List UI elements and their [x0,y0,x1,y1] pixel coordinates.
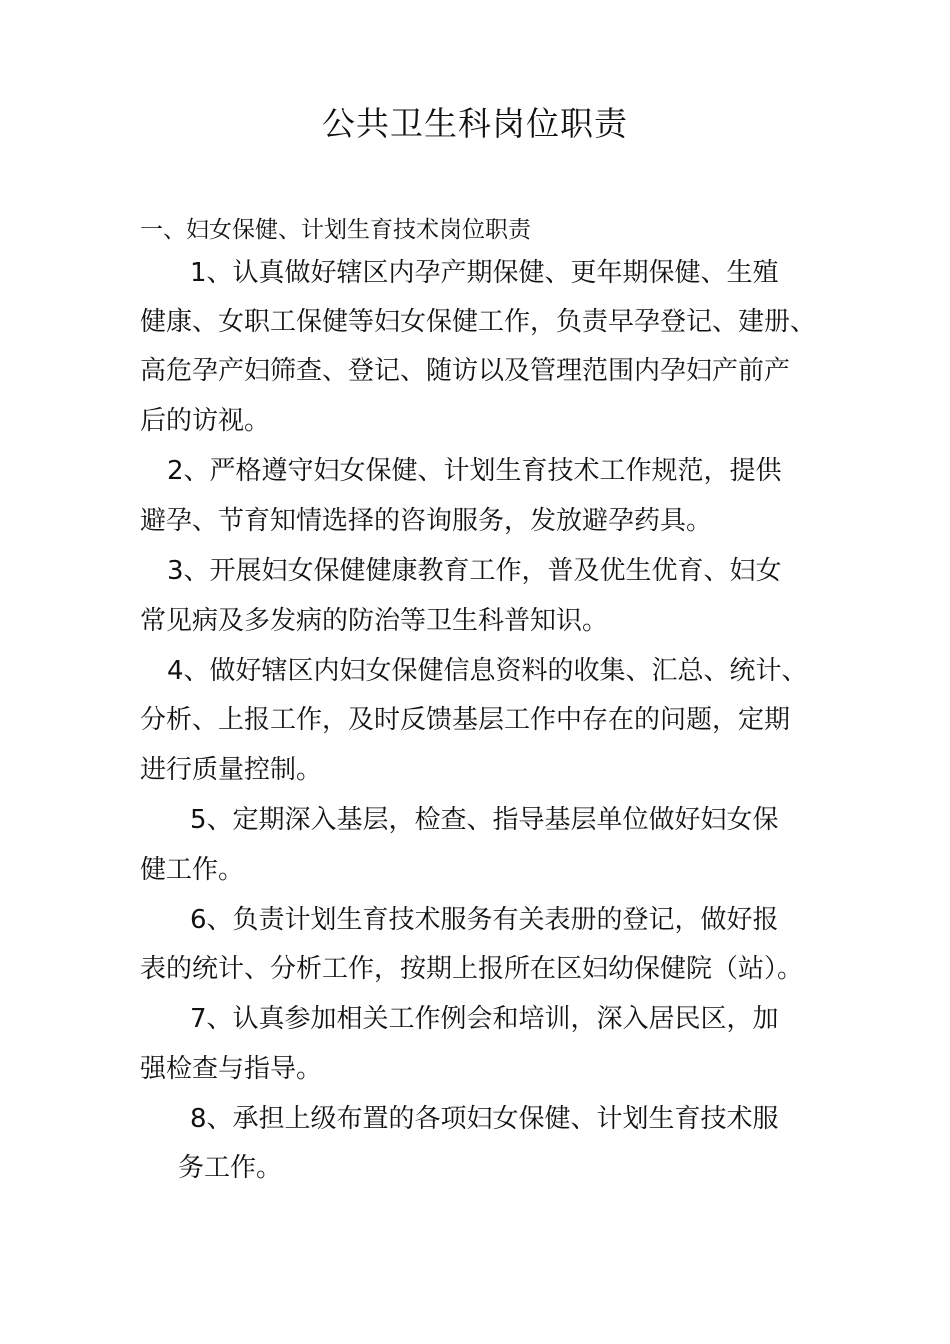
paragraph-line: 7、认真参加相关工作例会和培训，深入居民区，加 [190,1004,779,1034]
paragraph-line: 3、开展妇女保健健康教育工作，普及优生优育、妇女 [167,556,782,586]
paragraph-line: 常见病及多发病的防治等卫生科普知识。 [140,606,609,636]
paragraph-line: 表的统计、分析工作，按期上报所在区妇幼保健院（站）。 [140,954,804,984]
paragraph-line: 进行质量控制。 [140,755,323,785]
paragraph-line: 务工作。 [178,1153,283,1183]
paragraph-line: 强检查与指导。 [140,1054,323,1084]
paragraph-line: 2、严格遵守妇女保健、计划生育技术工作规范，提供 [167,456,782,486]
paragraph-line: 后的访视。 [140,406,271,436]
paragraph-line: 健康、女职工保健等妇女保健工作，负责早孕登记、建册、 [140,307,817,337]
paragraph-line: 6、负责计划生育技术服务有关表册的登记，做好报 [190,905,779,935]
paragraph-line: 1、认真做好辖区内孕产期保健、更年期保健、生殖 [190,258,779,288]
paragraph-line: 4、做好辖区内妇女保健信息资料的收集、汇总、统计、 [167,656,808,686]
paragraph-line: 8、承担上级布置的各项妇女保健、计划生育技术服 [190,1104,779,1134]
document-title: 公共卫生科岗位职责 [322,104,628,143]
paragraph-line: 5、定期深入基层，检查、指导基层单位做好妇女保 [190,805,779,835]
paragraph-line: 健工作。 [140,855,245,885]
section-heading: 一、妇女保健、计划生育技术岗位职责 [140,217,531,243]
paragraph-line: 分析、上报工作，及时反馈基层工作中存在的问题，定期 [140,705,791,735]
paragraph-line: 避孕、节育知情选择的咨询服务，发放避孕药具。 [140,506,713,536]
paragraph-line: 高危孕产妇筛查、登记、随访以及管理范围内孕妇产前产 [140,356,791,386]
